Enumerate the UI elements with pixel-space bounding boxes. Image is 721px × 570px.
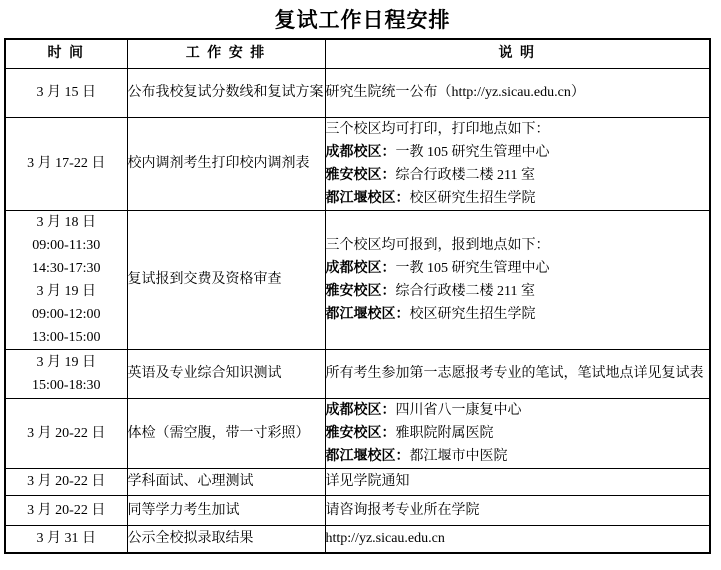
work-text: 同等学力考生加试	[127, 502, 240, 518]
table-row	[5, 117, 710, 210]
work-cell	[127, 525, 325, 553]
time-cell	[5, 468, 127, 495]
time-line: 3 月 18 日	[36, 214, 96, 230]
table-row	[5, 468, 710, 495]
note-cell	[325, 68, 710, 117]
work-text: 公布我校复试分数线和复试方案	[127, 85, 324, 100]
campus-label: 都江堰校区：	[325, 306, 410, 322]
note-line	[326, 187, 710, 210]
note-cell	[325, 117, 710, 210]
note-text: 三个校区均可报到，报到地点如下：	[325, 237, 550, 253]
work-cell	[127, 210, 325, 349]
note-line	[326, 499, 710, 522]
note-text: 雅职院附属医院	[395, 425, 494, 441]
schedule-table	[4, 38, 711, 554]
work-cell	[127, 398, 325, 468]
note-text: http://yz.sicau.edu.cn	[325, 531, 445, 547]
campus-label: 雅安校区：	[325, 167, 396, 183]
note-line	[326, 422, 710, 445]
campus-label: 成都校区：	[325, 144, 396, 160]
time-line: 09:00-12:00	[32, 306, 101, 322]
note-text: 一教 105 研究生管理中心	[395, 144, 550, 160]
time-line: 3 月 19 日	[36, 354, 96, 370]
campus-label: 成都校区：	[325, 402, 396, 418]
time-line: 3 月 20-22 日	[27, 502, 106, 518]
time-cell	[5, 210, 127, 349]
note-cell	[325, 398, 710, 468]
header-cell-time: 时 间	[5, 39, 127, 68]
work-cell	[127, 495, 325, 525]
note-line	[326, 234, 710, 257]
time-line: 3 月 17-22 日	[27, 156, 106, 171]
note-line	[326, 399, 710, 422]
time-line: 13:00-15:00	[32, 329, 101, 345]
note-text: 三个校区均可打印，打印地点如下：	[325, 121, 550, 137]
table-row	[5, 349, 710, 398]
time-line: 09:00-11:30	[32, 237, 101, 253]
note-line	[326, 470, 710, 493]
note-line	[326, 362, 710, 385]
campus-label: 成都校区：	[325, 260, 396, 276]
table-row	[5, 525, 710, 553]
note-text: 综合行政楼二楼 211 室	[395, 167, 535, 183]
note-text: 研究生院统一公布（http://yz.sicau.edu.cn）	[325, 85, 585, 100]
header-cell-work: 工 作 安 排	[127, 39, 325, 68]
campus-label: 都江堰校区：	[325, 448, 410, 464]
note-text: 请咨询报考专业所在学院	[325, 502, 480, 518]
note-line	[326, 118, 710, 141]
time-line: 3 月 15 日	[36, 85, 96, 100]
work-cell	[127, 117, 325, 210]
note-line	[326, 141, 710, 164]
time-cell	[5, 525, 127, 553]
work-cell	[127, 349, 325, 398]
note-text: 详见学院通知	[325, 474, 410, 489]
note-text: 所有考生参加第一志愿报考专业的笔试，笔试地点详见复试表	[325, 366, 704, 381]
note-cell	[325, 495, 710, 525]
time-line: 3 月 20-22 日	[27, 425, 106, 441]
time-cell	[5, 495, 127, 525]
note-line	[326, 164, 710, 187]
note-cell	[325, 525, 710, 553]
work-text: 校内调剂考生打印校内调剂表	[127, 156, 310, 171]
page-title: 复试工作日程安排	[274, 8, 451, 32]
work-text: 体检（需空腹，带一寸彩照）	[127, 425, 310, 441]
header-cell-note: 说 明	[325, 39, 710, 68]
time-cell	[5, 398, 127, 468]
note-line	[326, 527, 710, 550]
note-text: 校区研究生招生学院	[409, 306, 536, 322]
note-text: 校区研究生招生学院	[409, 190, 536, 206]
campus-label: 都江堰校区：	[325, 190, 410, 206]
campus-label: 雅安校区：	[325, 283, 396, 299]
header-row	[5, 39, 710, 68]
note-line	[326, 81, 710, 104]
time-line: 15:00-18:30	[32, 377, 101, 393]
time-cell	[5, 349, 127, 398]
note-cell	[325, 210, 710, 349]
table-row	[5, 495, 710, 525]
note-text: 综合行政楼二楼 211 室	[395, 283, 535, 299]
table-row	[5, 68, 710, 117]
time-line: 14:30-17:30	[32, 260, 101, 276]
table-row	[5, 398, 710, 468]
note-line	[326, 257, 710, 280]
time-line: 3 月 20-22 日	[27, 474, 106, 489]
note-cell	[325, 468, 710, 495]
time-line: 3 月 31 日	[36, 531, 96, 547]
table-row	[5, 210, 710, 349]
work-text: 学科面试、心理测试	[127, 474, 254, 489]
work-text: 英语及专业综合知识测试	[127, 366, 282, 381]
note-cell	[325, 349, 710, 398]
campus-label: 雅安校区：	[325, 425, 396, 441]
work-text: 公示全校拟录取结果	[127, 531, 254, 547]
note-text: 四川省八一康复中心	[395, 402, 522, 418]
time-cell	[5, 68, 127, 117]
note-text: 一教 105 研究生管理中心	[395, 260, 550, 276]
note-line	[326, 280, 710, 303]
work-cell	[127, 68, 325, 117]
time-cell	[5, 117, 127, 210]
note-line	[326, 445, 710, 468]
note-text: 都江堰市中医院	[409, 448, 508, 464]
work-cell	[127, 468, 325, 495]
note-line	[326, 303, 710, 326]
time-line: 3 月 19 日	[36, 283, 96, 299]
work-text: 复试报到交费及资格审查	[127, 272, 282, 287]
